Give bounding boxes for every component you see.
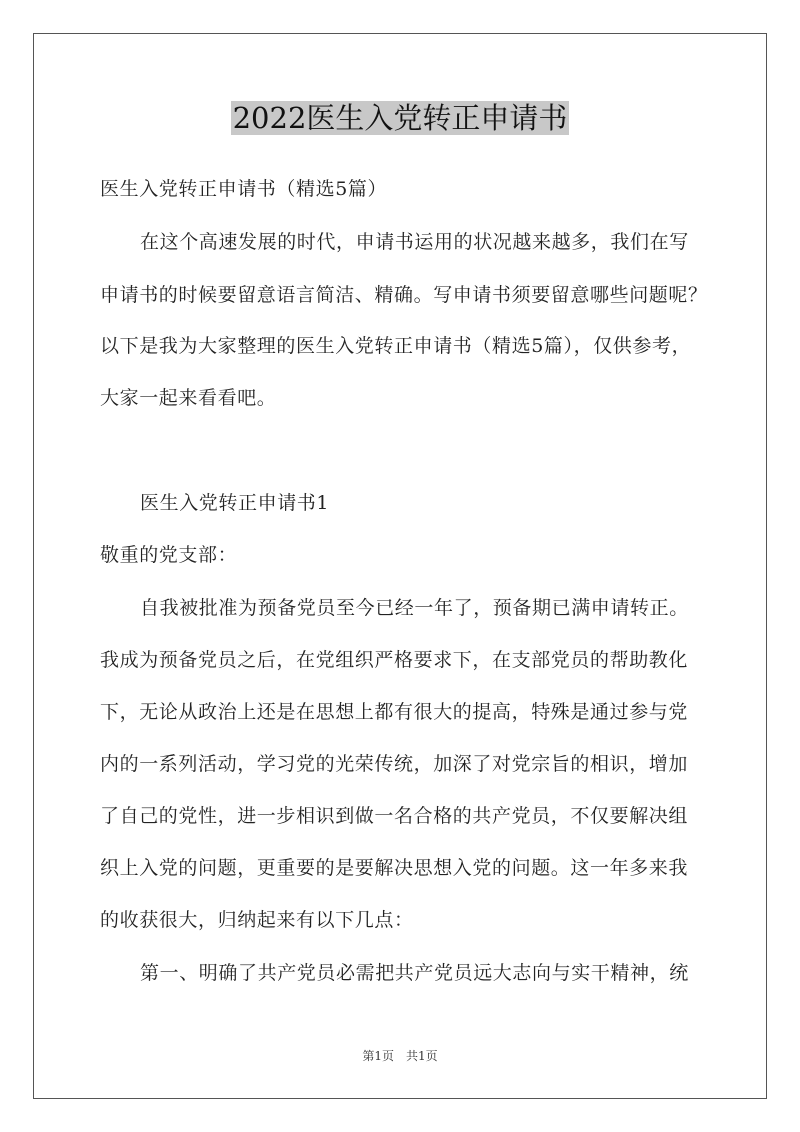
intro-line: 在这个高速发展的时代，申请书运用的状况越来越多，我们在写 [140,231,689,253]
body-line: 了自己的党性，进一步相识到做一名合格的共产党员，不仅要解决组 [100,805,689,827]
body-line: 自我被批准为预备党员至今已经一年了，预备期已满申请转正。 [140,597,689,619]
salutation: 敬重的党支部： [100,544,238,566]
body-line: 我成为预备党员之后，在党组织严格要求下，在支部党员的帮助教化 [100,649,689,671]
intro-line: 申请书的时候要留意语言简洁、精确。写申请书须要留意哪些问题呢？ [100,284,708,306]
body-line: 织上入党的问题，更重要的是要解决思想入党的问题。这一年多来我 [100,857,689,879]
page-footer: 第1页 共1页 [362,1049,438,1063]
point-line: 第一、明确了共产党员必需把共产党员远大志向与实干精神，统 [140,962,689,984]
document-title: 2022医生入党转正申请书 [232,101,568,135]
section-heading: 医生入党转正申请书1 [140,492,330,514]
intro-line: 以下是我为大家整理的医生入党转正申请书（精选5篇），仅供参考， [100,335,692,357]
body-line: 内的一系列活动，学习党的光荣传统，加深了对党宗旨的相识，增加 [100,753,689,775]
body-line: 下，无论从政治上还是在思想上都有很大的提高，特殊是通过参与党 [100,701,689,723]
body-line: 的收获很大，归纳起来有以下几点： [100,909,414,931]
subtitle: 医生入党转正申请书（精选5篇） [100,178,388,200]
intro-line: 大家一起来看看吧。 [100,387,277,409]
